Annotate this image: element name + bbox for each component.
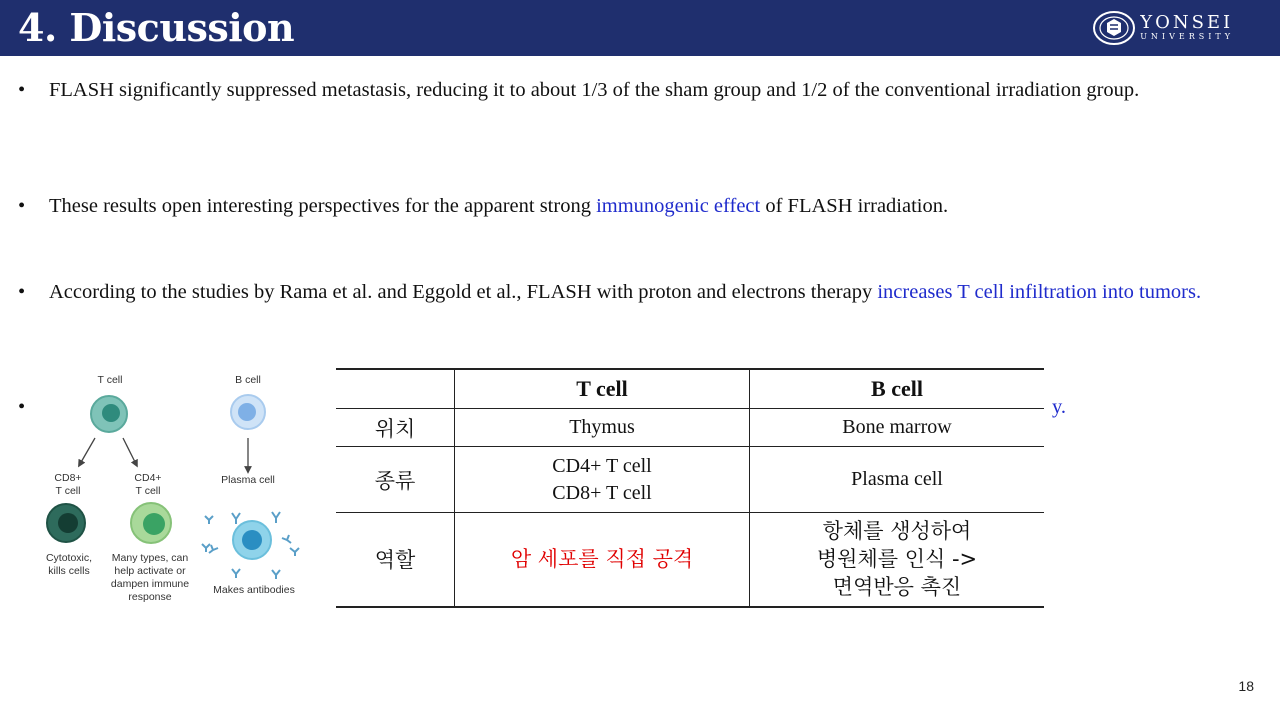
university-logo — [1092, 10, 1234, 46]
table-row — [336, 513, 1044, 607]
plasma-cell-label: Plasma cell — [221, 474, 275, 486]
bullet-marker: • — [18, 195, 26, 217]
makes-antibodies-label: Makes antibodies — [213, 584, 295, 596]
bullet-text-part: of FLASH irradiation. — [760, 195, 949, 217]
table-header-row — [336, 369, 1044, 409]
table-row — [336, 447, 1044, 513]
bullet-3 — [18, 278, 1248, 307]
bullet-marker: • — [18, 281, 26, 303]
page-number: 18 — [1238, 678, 1254, 694]
table-cell: Thymus — [455, 409, 750, 447]
tcell-bcell-table — [336, 368, 1044, 608]
table-cell: Plasma cell — [750, 447, 1045, 513]
cd8-label: CD8+ T cell — [54, 472, 82, 497]
cytotoxic-label: Cytotoxic, kills cells — [45, 552, 93, 577]
table-cell-highlight: 암 세포를 직접 공격 — [455, 513, 750, 607]
bullet-text — [49, 192, 1248, 221]
table-cell: CD4+ T cell CD8+ T cell — [455, 447, 750, 513]
bullet-text-part: According to the studies by Rama et al. and Eggold et al., FLASH with proton and electrons therapy — [49, 281, 878, 303]
row-label: 역할 — [336, 513, 455, 607]
table-header-empty — [336, 369, 455, 409]
logo-subtitle: UNIVERSITY — [1140, 32, 1234, 41]
bullet-1 — [18, 76, 1248, 105]
table-header-tcell: T cell — [455, 369, 750, 409]
slide-title: 4. Discussion — [18, 5, 295, 50]
bullet-2 — [18, 192, 1248, 221]
table-cell: 항체를 생성하여 병원체를 인식 -> 면역반응 촉진 — [750, 513, 1045, 607]
bullet-text — [49, 76, 1248, 105]
bullet-4-visible-tail: y. — [1052, 396, 1067, 418]
immune-cell-diagram — [40, 366, 310, 616]
bullet-text-part: FLASH significantly suppressed metastasis, reducing it to about 1/3 of the sham group and 1/2 of the conventional irradiation group. — [49, 79, 1140, 101]
t-cell-label: T cell — [97, 374, 123, 386]
bullet-marker: • — [18, 79, 26, 101]
logo-name: YONSEI — [1140, 12, 1234, 33]
bullet-text — [49, 278, 1248, 307]
yonsei-seal-icon — [1092, 10, 1136, 46]
header-bar — [0, 0, 1280, 56]
highlight-text: immunogenic effect — [596, 195, 761, 217]
b-cell-label: B cell — [235, 374, 261, 386]
table-header-bcell: B cell — [750, 369, 1045, 409]
table-row — [336, 409, 1044, 447]
bullet-4-marker: • — [18, 396, 26, 418]
many-types-label: Many types, can help activate or dampen immune response — [110, 552, 190, 603]
row-label: 위치 — [336, 409, 455, 447]
row-label: 종류 — [336, 447, 455, 513]
cd4-label: CD4+ T cell — [134, 472, 162, 497]
table-cell: Bone marrow — [750, 409, 1045, 447]
highlight-text: increases T cell infiltration into tumors. — [877, 281, 1202, 303]
bullet-text-part: These results open interesting perspectives for the apparent strong — [49, 195, 597, 217]
